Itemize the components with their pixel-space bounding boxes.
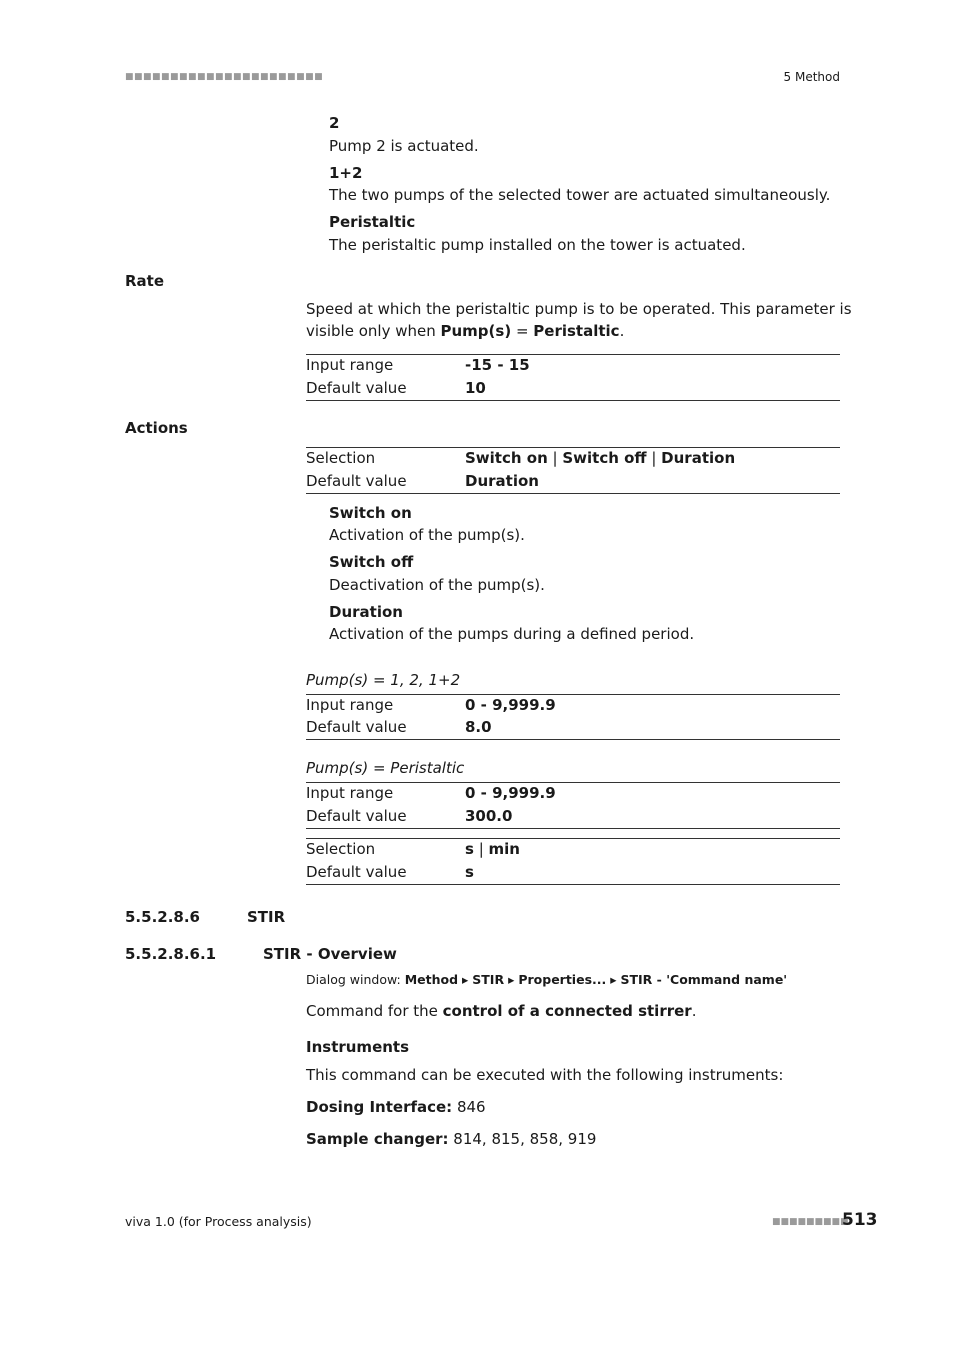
actions-heading: Actions xyxy=(125,419,188,437)
actions-default-label: Default value xyxy=(306,472,407,490)
unit-selection-label: Selection xyxy=(306,840,376,858)
header-dots: ■■■■■■■■■■■■■■■■■■■■■■ xyxy=(125,72,324,82)
actions-default-value: Duration xyxy=(465,472,539,490)
unit-selection-value xyxy=(465,839,520,859)
option-term-2: 2 xyxy=(329,114,340,132)
rate-range-label: Input range xyxy=(306,356,394,374)
sample-value: 814, 815, 858, 919 xyxy=(448,1130,597,1148)
rate-description-line1: Speed at which the peristaltic pump is to be operated. This parameter is xyxy=(306,300,852,318)
footer-product: viva 1.0 (for Process analysis) xyxy=(125,1214,312,1229)
pumps-caption: Pump(s) = 1, 2, 1+2 xyxy=(306,671,461,689)
instruments-description: This command can be executed with the following instruments: xyxy=(306,1066,784,1084)
path-properties: Properties... xyxy=(518,972,607,987)
dialog-path xyxy=(306,972,787,987)
action-desc-duration: Activation of the pumps during a defined period. xyxy=(329,625,695,643)
section-number: 5.5.2.8.6 xyxy=(125,908,200,926)
rate-desc-eq: = xyxy=(511,322,534,340)
rate-description-line2 xyxy=(306,321,624,341)
actions-selection-label: Selection xyxy=(306,449,376,467)
chapter-label: 5 Method xyxy=(783,70,840,84)
dialog-prefix: Dialog window: xyxy=(306,972,405,987)
action-desc-switch-off: Deactivation of the pump(s). xyxy=(329,576,545,594)
dosing-label: Dosing Interface: xyxy=(306,1098,453,1116)
unit-default-value: s xyxy=(465,863,474,881)
path-arrow-1: ▸ xyxy=(458,972,473,987)
rate-default-value: 10 xyxy=(465,379,486,397)
pumps-default-label: Default value xyxy=(306,718,407,736)
rate-desc-pump: Pump(s) xyxy=(440,322,512,340)
option-term-1-2: 1+2 xyxy=(329,164,363,182)
section-title: STIR xyxy=(247,908,286,926)
pumps-table-bottom-rule xyxy=(306,739,840,740)
unit-sep: | xyxy=(473,840,489,858)
option-desc-1-2: The two pumps of the selected tower are actuated simultaneously. xyxy=(329,186,831,204)
selection-sep-1: | xyxy=(547,449,563,467)
actions-selection-value xyxy=(465,448,735,468)
command-description xyxy=(306,1001,696,1021)
cmd-pre: Command for the xyxy=(306,1002,443,1020)
subsection-number: 5.5.2.8.6.1 xyxy=(125,945,217,963)
footer-dots: ■■■■■■■■■ xyxy=(772,1217,849,1227)
unit-s: s xyxy=(465,840,474,858)
path-arrow-3: ▸ xyxy=(606,972,621,987)
rate-desc-post: . xyxy=(619,322,625,340)
unit-table-bottom-rule xyxy=(306,884,840,885)
action-term-switch-off: Switch off xyxy=(329,553,414,571)
peristaltic-table-bottom-rule xyxy=(306,828,840,829)
rate-range-value: -15 - 15 xyxy=(465,356,530,374)
peristaltic-range-label: Input range xyxy=(306,784,394,802)
path-stir: STIR xyxy=(472,972,505,987)
pumps-range-label: Input range xyxy=(306,696,394,714)
selection-duration: Duration xyxy=(661,449,736,467)
selection-switch-on: Switch on xyxy=(465,449,548,467)
sample-label: Sample changer: xyxy=(306,1130,449,1148)
action-term-switch-on: Switch on xyxy=(329,504,412,522)
unit-default-label: Default value xyxy=(306,863,407,881)
cmd-bold: control of a connected stirrer xyxy=(442,1002,692,1020)
selection-switch-off: Switch off xyxy=(562,449,647,467)
peristaltic-range-value: 0 - 9,999.9 xyxy=(465,784,556,802)
path-command-name: STIR - 'Command name' xyxy=(620,972,788,987)
page-number: 513 xyxy=(842,1210,878,1230)
path-method: Method xyxy=(404,972,459,987)
cmd-post: . xyxy=(691,1002,697,1020)
peristaltic-caption: Pump(s) = Peristaltic xyxy=(306,759,465,777)
rate-heading: Rate xyxy=(125,272,165,290)
unit-table-top-rule xyxy=(306,838,840,839)
path-arrow-2: ▸ xyxy=(504,972,519,987)
option-term-peristaltic: Peristaltic xyxy=(329,213,416,231)
subsection-title: STIR - Overview xyxy=(263,945,397,963)
peristaltic-default-label: Default value xyxy=(306,807,407,825)
sample-changer xyxy=(306,1129,596,1149)
unit-min: min xyxy=(488,840,520,858)
option-desc-2: Pump 2 is actuated. xyxy=(329,137,479,155)
selection-sep-2: | xyxy=(646,449,662,467)
actions-table-bottom-rule xyxy=(306,493,840,494)
rate-default-label: Default value xyxy=(306,379,407,397)
pumps-range-value: 0 - 9,999.9 xyxy=(465,696,556,714)
option-desc-peristaltic: The peristaltic pump installed on the tower is actuated. xyxy=(329,236,746,254)
action-term-duration: Duration xyxy=(329,603,403,621)
instruments-heading: Instruments xyxy=(306,1038,410,1056)
rate-table-bottom-rule xyxy=(306,400,840,401)
rate-desc-pre: visible only when xyxy=(306,322,441,340)
dosing-interface xyxy=(306,1097,486,1117)
rate-desc-peristaltic: Peristaltic xyxy=(533,322,620,340)
action-desc-switch-on: Activation of the pump(s). xyxy=(329,526,525,544)
peristaltic-default-value: 300.0 xyxy=(465,807,513,825)
pumps-default-value: 8.0 xyxy=(465,718,492,736)
dosing-value: 846 xyxy=(452,1098,486,1116)
